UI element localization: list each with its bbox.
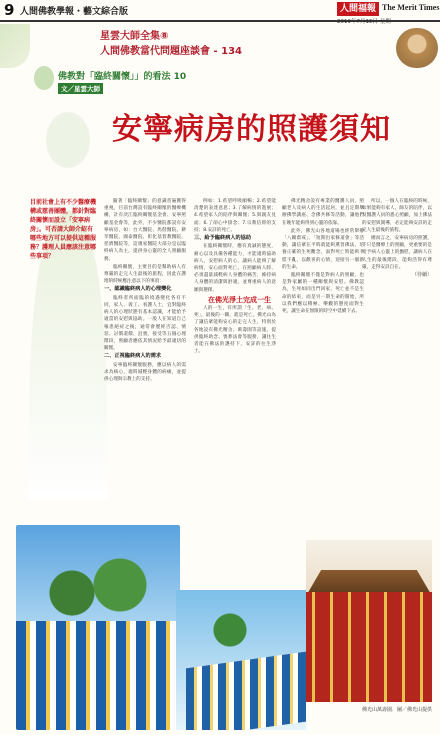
- series-banner: [0, 24, 440, 72]
- temple-photo-right: [306, 540, 432, 702]
- author-portrait: [396, 28, 438, 68]
- section-subhead: 在佛光淨土完成一生: [208, 295, 271, 304]
- body-column-2: [194, 198, 276, 540]
- buddha-silhouette-art: [18, 100, 118, 500]
- body-paragraph: 此外，佛光山各地道場也經常舉辦「八關齋戒」、「短期出家修道會」等活動，讓信眾在平時就能夠熏習佛法，培養正確的生死觀念，面對死亡時能夠不慌不亂，以歡喜的心情，迎接另一個新的生命。: [282, 228, 364, 270]
- body-column-3: [282, 198, 364, 540]
- body-paragraph: 臨終者所面臨的境遇變化各有不同，家人、義工、看護人士，宜對臨終病人的心理狀態有基本認識，才能給予適當的安慰與協助。一般人在知道自己罹患絕症之後，通常會歷經否認、憤怒、討價還價、沮喪、接受等五個心理階段，照顧者應依其情況給予最適切的關懷。: [104, 295, 186, 352]
- body-paragraph: 臨終關懷，主要目的是幫助病人有尊嚴的走完人生最後的旅程，因此在護理的時候應注意以下的事項：: [104, 264, 186, 285]
- column-kicker: 佛教對「臨終關懷」」的看法 10: [58, 72, 187, 82]
- lotus-corner-art: [0, 24, 30, 68]
- continued-mark: （待續）: [411, 272, 432, 279]
- body-paragraph: 所以，一個人在臨終的時候，如果能夠有家人、師友的陪伴，以及醫護人員的悉心照顧，加上佛法的安慰與開導，必定能夠安詳的走完人生最後的旅程。: [362, 199, 432, 233]
- page-number: 9: [4, 1, 15, 19]
- lede-question: 目前社會上有不少醫療機構或慈善團體，都針對臨終關懷而設立「安寧病房」。可否請大師介紹有哪些地方可以提供這種服務？護理人員應該注意哪些事項？: [30, 199, 97, 260]
- body-paragraph: 臨終關懷不僅是對病人的照顧，也是對家屬的一種關懷與安慰。佛教認為，生死如同出門回家，死亡並不是生命的結束，而是另一期生命的開始，所以我們應以積極、樂觀的態度面對生死，讓生命在無限的時空中延續下去。: [282, 273, 364, 315]
- subsection-heading: 一、認識臨終病人的心理變化: [104, 286, 172, 293]
- temple-photo-center: [176, 590, 306, 730]
- body-column-4: [362, 198, 432, 460]
- series-title: 星雲大師全集⑧: [100, 31, 169, 42]
- temple-photo-left: [16, 525, 180, 730]
- paper-logo-en: The Merit Times: [382, 3, 440, 12]
- body-paragraph: 安寧臨終關懷服務，應以病人的需求為核心，適時減輕身體的病痛，並提供心理與宗教上的支持。: [104, 362, 186, 383]
- body-paragraph: 佛光精舍設有專業的醫護人員，照顧老人及病人的生活起居，並且定期舉辦佛學講座、念佛共修等活動，讓他們在晚年能夠得到心靈的依靠。: [282, 199, 364, 226]
- masthead: [0, 0, 440, 25]
- series-subtitle: 人間佛教當代問題座談會 - 134: [100, 46, 242, 57]
- body-paragraph: 總而言之，安寧病房的照護，不只是醫療上的照顧，更重要的是給予病人心靈上的撫慰，讓病人在人生的最後階段，能夠活得有尊嚴，走得安詳自在。: [362, 236, 432, 270]
- body-column-1: [104, 198, 186, 540]
- section-title: 人間佛教學報・藝文綜合版: [20, 7, 129, 17]
- lotus-icon: [34, 66, 54, 90]
- byline: 文／星雲大師: [58, 83, 103, 94]
- body-paragraph: 例如：1.希望呼吸順暢；2.希望能清楚的表達意思；3.了解病情的進展；4.希望家人的陪伴與關懷；5.與親友見面；6.了卻心中掛念；7.宗教信仰的支持；8.安詳的死亡。: [194, 199, 276, 233]
- issue-date: 2019年7月15日 星期一: [337, 19, 397, 25]
- subsection-heading: 三、給予臨終病人的協助: [194, 235, 252, 242]
- body-paragraph: 隨著「臨終關懷」的意識普遍獲得重視，目前台灣設有臨終關懷的醫療機構，計有淡江臨終關懷基金會、安寧照顧基金會等，此外，不少醫院都設有安寧病房，如：台大醫院、馬偕醫院、耕莘醫院、國泰醫院、彰化基督教醫院、慈濟醫院等，這幾家醫院大部分是以臨終病人為主，提供身心靈的全人照顧服務。: [104, 199, 186, 262]
- body-paragraph: 人的一生，有所謂「生、老、病、死」，最後的一關，就是死亡。佛光山為了讓信眾能夠安心的走完人生，特別於各地設有佛光精舍、萬壽園等設施，提供臨終助念、喪葬法會等服務，讓往生者能在佛法的護持下，安詳的往生淨土。: [194, 306, 276, 355]
- subsection-heading: 二、正視臨終病人的需求: [104, 353, 162, 360]
- headline: 安寧病房的照護須知: [112, 112, 391, 147]
- paper-logo: 人間福報: [337, 2, 379, 16]
- photo-caption: 佛光山萬壽園．圖／佛光山提供: [362, 707, 433, 713]
- body-paragraph: 在臨終關懷時，應有真誠的態度，耐心以及具備各種能力，才能適時協助病人，安慰病人的心，讓病人能夠了解病情，安心面對死亡。在照顧病人時，必須盡量減輕病人身體的痛苦，維持病人身體的清潔與舒適，並尊重病人的意願與選擇。: [194, 244, 276, 293]
